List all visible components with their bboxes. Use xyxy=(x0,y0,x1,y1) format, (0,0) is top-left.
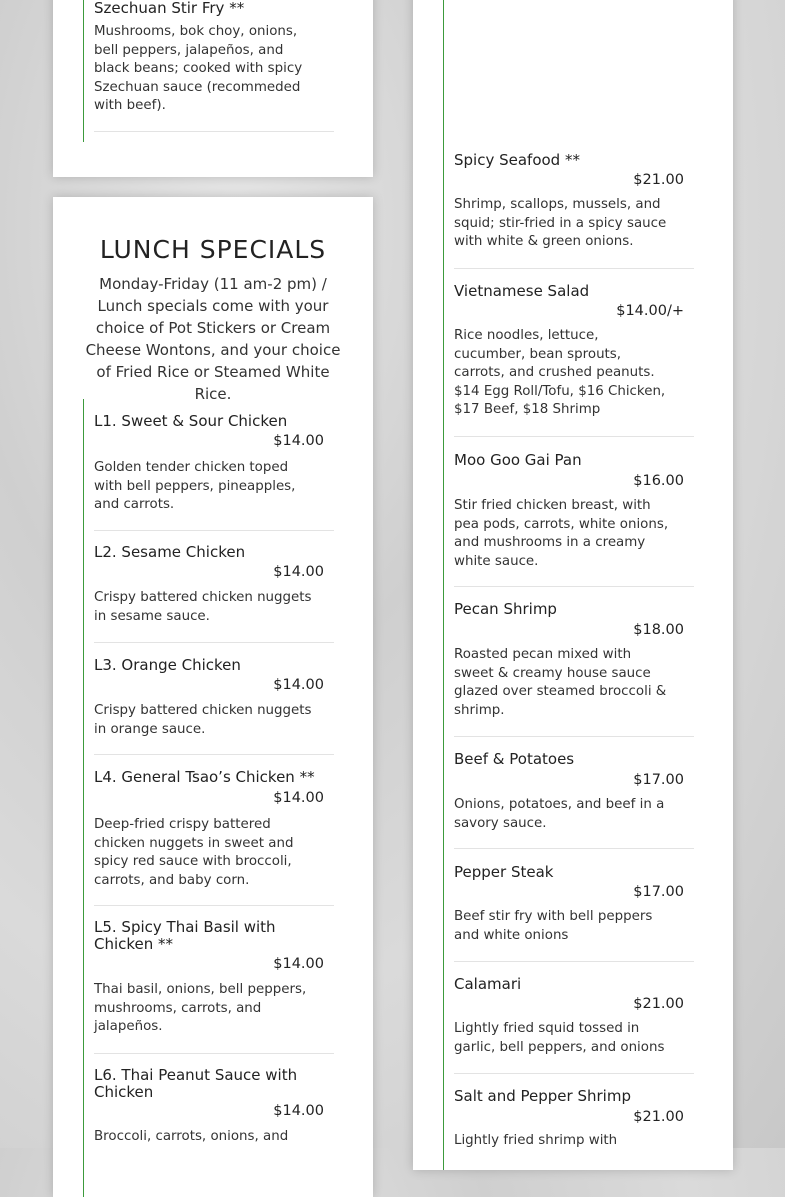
menu-item-price: $17.00 xyxy=(633,884,684,900)
menu-item-name: Beef & Potatoes xyxy=(454,750,575,768)
menu-item-name: L1. Sweet & Sour Chicken xyxy=(94,412,288,430)
section-title: LUNCH SPECIALS xyxy=(99,235,327,264)
menu-item-list xyxy=(83,399,324,1197)
menu-item-description: Shrimp, scallops, mussels, and squid; stir-fried in a spicy sauce with white & green onions. xyxy=(454,197,667,249)
menu-item-description: Stir fried chicken breast, with pea pods, carrots, white onions, and mushrooms in a creamy white sauce. xyxy=(454,498,669,569)
menu-item xyxy=(454,283,694,437)
menu-item xyxy=(94,769,334,906)
menu-item-price: $14.00 xyxy=(273,1103,324,1119)
menu-item-description: Broccoli, carrots, onions, and xyxy=(94,1129,289,1144)
menu-item xyxy=(94,544,334,643)
menu-item-price: $14.00 xyxy=(273,433,324,449)
menu-item xyxy=(454,601,694,737)
menu-item-name: L4. General Tsao’s Chicken ** xyxy=(94,768,315,786)
menu-item-name: Salt and Pepper Shrimp xyxy=(454,1087,631,1105)
menu-item-description: Thai basil, onions, bell peppers, mushrooms, carrots, and jalapeños. xyxy=(94,982,307,1034)
section-subtitle: Monday-Friday (11 am-2 pm) / Lunch specials come with your choice of Pot Stickers or Cream Cheese Wontons, and your choice of Fried Rice or Steamed White Rice. xyxy=(85,275,341,403)
menu-item xyxy=(454,864,694,962)
menu-item-name: Moo Goo Gai Pan xyxy=(454,451,582,469)
menu-item-price: $14.00 xyxy=(273,564,324,580)
menu-item xyxy=(454,152,694,269)
menu-card-right xyxy=(413,0,733,1170)
menu-item xyxy=(94,0,334,132)
menu-item-list xyxy=(443,0,684,1170)
menu-item-description: Lightly fried shrimp with xyxy=(454,1133,618,1148)
menu-item xyxy=(94,657,334,755)
menu-item-name: L2. Sesame Chicken xyxy=(94,543,246,561)
menu-item-description: Beef stir fry with bell peppers and white onions xyxy=(454,909,653,943)
menu-item-name: Pepper Steak xyxy=(454,863,554,881)
menu-item xyxy=(454,1088,694,1168)
menu-item-price: $14.00 xyxy=(273,677,324,693)
menu-item-price: $17.00 xyxy=(633,772,684,788)
menu-item xyxy=(454,452,694,587)
menu-item-description: Rice noodles, lettuce, cucumber, bean sprouts, carrots, and crushed peanuts. $14 Egg Roll/Tofu, $16 Chicken, $17 Beef, $18 Shrimp xyxy=(454,328,666,417)
menu-card-top-left xyxy=(53,0,373,177)
menu-item-name: Spicy Seafood ** xyxy=(454,151,580,169)
menu-item xyxy=(454,976,694,1074)
menu-item-price: $21.00 xyxy=(633,996,684,1012)
menu-item xyxy=(94,1067,334,1197)
menu-item-description: Roasted pecan mixed with sweet & creamy house sauce glazed over steamed broccoli & shrimp. xyxy=(454,647,667,718)
menu-item-price: $14.00/+ xyxy=(616,303,684,319)
menu-item-name: L3. Orange Chicken xyxy=(94,656,241,674)
lunch-specials-card xyxy=(53,197,373,1197)
menu-item-description: Deep-fried crispy battered chicken nuggets in sweet and spicy red sauce with broccoli, carrots, and baby corn. xyxy=(94,817,294,888)
menu-item-list xyxy=(83,0,303,142)
menu-item-description: Golden tender chicken toped with bell peppers, pineapples, and carrots. xyxy=(94,460,296,512)
menu-item-price: $14.00 xyxy=(273,956,324,972)
menu-item-name: Szechuan Stir Fry ** xyxy=(94,0,245,17)
menu-item-name: L5. Spicy Thai Basil with Chicken ** xyxy=(94,918,276,953)
menu-item-price: $16.00 xyxy=(633,473,684,489)
menu-item-price: $21.00 xyxy=(633,172,684,188)
menu-item-name: Pecan Shrimp xyxy=(454,600,557,618)
menu-item-price: $18.00 xyxy=(633,622,684,638)
menu-item-name: Calamari xyxy=(454,975,522,993)
menu-item-price: $21.00 xyxy=(633,1109,684,1125)
menu-item-name: L6. Thai Peanut Sauce with Chicken xyxy=(94,1066,298,1101)
menu-item xyxy=(94,413,334,531)
menu-item-description: Crispy battered chicken nuggets in orange sauce. xyxy=(94,703,312,737)
menu-item xyxy=(94,919,334,1054)
menu-item-name: Vietnamese Salad xyxy=(454,282,590,300)
menu-item-description: Lightly fried squid tossed in garlic, bell peppers, and onions xyxy=(454,1021,665,1055)
menu-item-description: Mushrooms, bok choy, onions, bell peppers, jalapeños, and black beans; cooked with spicy Szechuan sauce (recommeded with beef). xyxy=(94,24,303,113)
menu-item-description: Crispy battered chicken nuggets in sesame sauce. xyxy=(94,590,312,624)
menu-item xyxy=(454,751,694,849)
menu-item-price: $14.00 xyxy=(273,790,324,806)
menu-item-description: Onions, potatoes, and beef in a savory sauce. xyxy=(454,797,665,831)
